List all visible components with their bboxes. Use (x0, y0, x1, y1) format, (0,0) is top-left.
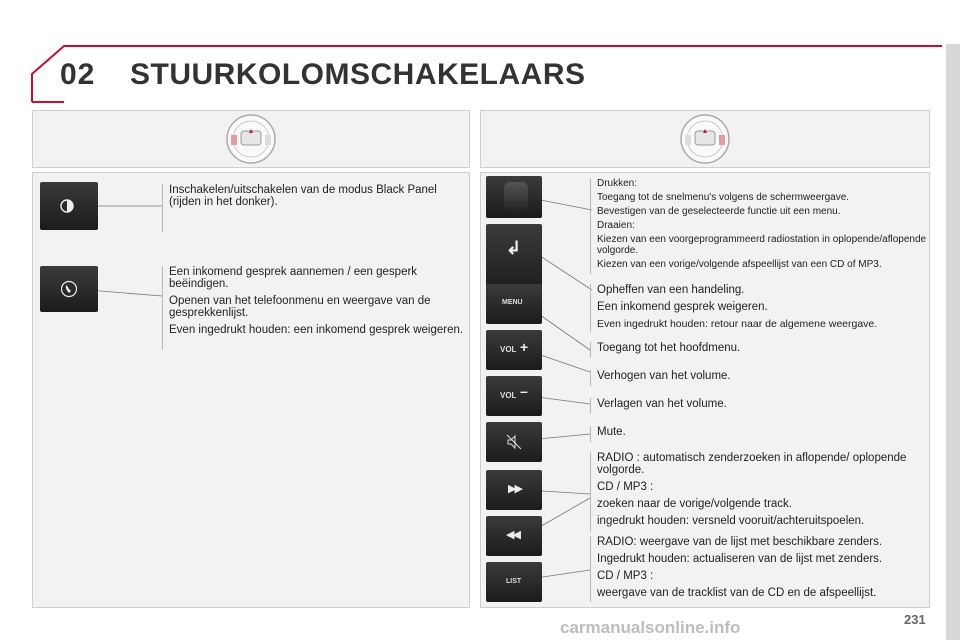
mute-button (486, 422, 542, 462)
scroll-wheel-icon (504, 182, 528, 212)
description-line: Een inkomend gesprek weigeren. (597, 301, 768, 313)
black-panel-button (40, 182, 98, 230)
vol-minus-description (590, 398, 897, 414)
mute-description (590, 426, 897, 442)
rewind-button (486, 516, 542, 556)
description-line: Opheffen van een handeling. (597, 284, 745, 296)
description-line: ingedrukt houden: versneld vooruit/achteruitspoelen. (597, 515, 865, 527)
list-button-label: LIST (506, 578, 522, 585)
description-line: Even ingedrukt houden: retour naar de algemene weergave. (597, 318, 878, 330)
black-panel-description (162, 184, 465, 232)
description-line: Openen van het telefoonmenu en weergave van de gesprekkenlijst. (169, 295, 431, 319)
scroll-wheel-button (486, 176, 542, 218)
description-line: weergave van de tracklist van de CD en de afspeellijst. (597, 587, 877, 599)
description-line: Een inkomend gesprek aannemen / een gesperk beëindigen. (169, 266, 418, 290)
rewind-icon: ◀◀ (506, 529, 519, 541)
description-line: Kiezen van een voorgeprogrammeerd radiostation in oplopende/aflopende volgorde. (597, 234, 927, 256)
description-line: RADIO: weergave van de lijst met beschikbare zenders. (597, 536, 883, 548)
phone-icon (60, 280, 78, 298)
plus-icon: + (520, 339, 529, 355)
fast-forward-button (486, 470, 542, 510)
page-title: STUURKOLOMSCHAKELAARS (130, 58, 586, 91)
description-line: Drukken: (597, 178, 638, 189)
seek-description (590, 452, 917, 532)
watermark: carmanualsonline.info (560, 618, 741, 637)
list-description (590, 536, 933, 602)
chapter-number: 02 (60, 58, 96, 91)
menu-button (486, 284, 542, 324)
description-line: Even ingedrukt houden: een inkomend gesprek weigeren. (169, 324, 464, 336)
description-line: Verlagen van het volume. (597, 398, 727, 410)
menu-description (590, 342, 897, 358)
description-line: zoeken naar de vorige/volgende track. (597, 498, 792, 510)
description-line: CD / MP3 : (597, 570, 654, 582)
description-line: RADIO : automatisch zenderzoeken in aflopende/ oplopende volgorde. (597, 452, 907, 476)
description-line: Toegang tot het hoofdmenu. (597, 342, 741, 354)
hang-up-icon: ↲ (506, 238, 522, 258)
page-number: 231 (904, 612, 926, 627)
phone-description (162, 266, 469, 350)
vol-plus-description (590, 370, 897, 386)
hang-up-description (590, 284, 933, 332)
vol-minus-button (486, 376, 542, 416)
vol-plus-button (486, 330, 542, 370)
description-line: Bevestigen van de geselecteerde functie uit een menu. (597, 206, 841, 217)
menu-button-label: MENU (502, 299, 523, 306)
phone-button (40, 266, 98, 312)
description-line: Kiezen van een vorige/volgende afspeellijst van een CD of MP3. (597, 259, 882, 270)
description-line: Mute. (597, 426, 626, 438)
list-button (486, 562, 542, 602)
description-line: CD / MP3 : (597, 481, 654, 493)
vol-plus-label: VOL (500, 345, 517, 354)
half-moon-icon (60, 199, 74, 213)
description-line: Verhogen van het volume. (597, 370, 731, 382)
vol-minus-label: VOL (500, 391, 517, 400)
scroll-wheel-description (590, 178, 933, 274)
description-line: Inschakelen/uitschakelen van de modus Black Panel (rijden in het donker). (169, 184, 437, 208)
description-line: Ingedrukt houden: actualiseren van de lijst met zenders. (597, 553, 883, 565)
mute-icon (506, 434, 522, 450)
description-line: Draaien: (597, 220, 635, 231)
description-line: Toegang tot de snelmenu's volgens de schermweergave. (597, 192, 850, 203)
fast-forward-icon: ▶▶ (508, 483, 521, 495)
minus-icon: – (520, 383, 528, 399)
